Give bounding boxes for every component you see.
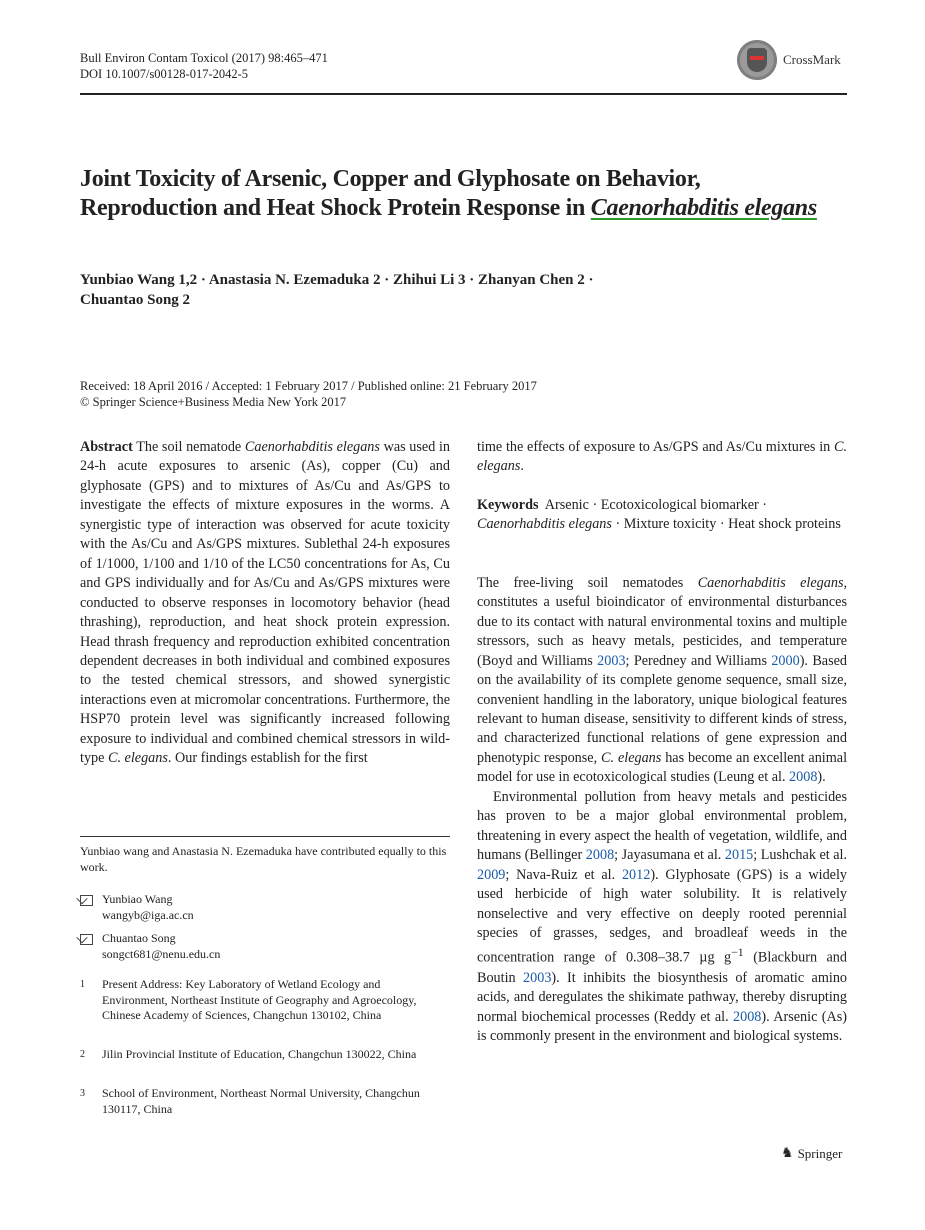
title-species[interactable]: Caenorhabditis elegans <box>590 195 817 221</box>
article-dates <box>80 378 847 410</box>
doi[interactable]: DOI 10.1007/s00128-017-2042-5 <box>80 67 249 81</box>
publisher-footer <box>781 1145 842 1162</box>
envelope-icon <box>80 934 93 945</box>
corresponding-author-1: Yunbiao Wang wangyb@iga.ac.cn <box>80 892 450 923</box>
authors-line-2: Chuantao Song 2 <box>80 292 191 308</box>
journal-header <box>80 50 328 82</box>
right-column <box>477 438 847 1046</box>
intro-paragraph-2: Environmental pollution from heavy metals and pesticides has proven to be a major global environmental problem, threatening in every aspect the health of vegetation, wildlife, and humans (Bellinger 2008; Jayasumana et al. 2015; Lushchak et al. 2009; Nava-Ruiz et al. 2012). Glyphosate (GPS) is a widely used herbicide of high water solubility. It is relatively nonselective and very effective on deeply rooted perennial species of grasses, sedges, and broadleaf weeds in the concentration range of 0.308–38.7 µg $g^{-1}$ (Blackburn and Boutin 2003). It inhibits the biosynthesis of aromatic amino acids, and deregulates the shikimate pathway, thereby disrupting normal biochemical processes (Reddy et al. 2008). Arsenic (As) is commonly present in the environment and biological systems. <box>477 788 848 1044</box>
author2-email[interactable]: songct681@nenu.edu.cn <box>102 946 221 961</box>
abstract: Abstract The soil nematode Caenorhabditis elegans was used in 24-h acute exposures to arsenic (As), copper (Cu) and glyphosate (GPS) and to mixtures of As/Cu and As/GPS to investigate the effects of mixture exposures in the worms. A synergistic type of interaction was observed for acute toxicity with the As/Cu and As/GPS mixtures. Sublethal 24-h exposures of 1/1000, 1/100 and 1/10 of the LC50 concentrations for As, Cu and GPS individually and for As/Cu and As/GPS mixtures were conducted to observe responses in locomotory behavior (head thrashing), reproduction, and heat shock protein expression. Head thrash frequency and reproduction exhibited concentration dependent decreases in both individual and combined exposures to the tested chemical stressors, and showed synergistic interactions even at micromolar concentrations. Furthermore, the HSP70 protein level was significantly increased following exposure to individual and combined chemical stressors in wild-type C. elegans. Our findings establish for the first <box>80 439 450 767</box>
ref-link[interactable]: 2012 <box>621 866 651 883</box>
ref-link[interactable]: 2000 <box>771 652 800 669</box>
ref-link[interactable]: 2003 <box>523 969 552 986</box>
affiliation-3: 3 School of Environment, Northeast Normal University, Changchun 130117, China <box>80 1086 420 1116</box>
keywords: Keywords Arsenic · Ecotoxicological biomarker · Caenorhabditis elegans · Mixture toxicity · Heat shock proteins <box>477 496 841 533</box>
ref-link[interactable]: 2008 <box>585 847 615 864</box>
crossmark-badge[interactable] <box>737 40 841 80</box>
intro-paragraph-1: The free-living soil nematodes Caenorhabditis elegans, constitutes a useful bioindicator of environmental disturbances due to its contact with natural environmental toxins and multiple stressors, such as heavy metals, pesticides, and temperature (Boyd and Williams 2003; Peredney and Williams 2000). Based on the availability of its complete genome sequence, small size, convenient handling in the laboratory, unique biological features relevant to human disease, sensitivity to different kinds of stress, and characterized functional relations of gene expression and phenotypic response, C. elegans has become an excellent animal model for use in ecotoxicological studies (Leung et al. 2008). <box>477 574 848 786</box>
author1-email[interactable]: wangyb@iga.ac.cn <box>102 907 194 922</box>
journal-citation: Bull Environ Contam Toxicol (2017) 98:465–471 <box>80 51 328 65</box>
abstract-label: Abstract <box>80 439 133 455</box>
ref-link[interactable]: 2003 <box>597 652 626 669</box>
affiliation-2: 2 Jilin Provincial Institute of Education, Changchun 130022, China <box>80 1047 417 1061</box>
ref-link[interactable]: 2009 <box>477 866 506 883</box>
received-accepted-dates: Received: 18 April 2016 / Accepted: 1 February 2017 / Published online: 21 February 2017 <box>80 379 537 393</box>
keywords-label: Keywords <box>477 496 539 513</box>
crossmark-icon <box>737 40 777 80</box>
publisher-name: Springer <box>797 1145 843 1161</box>
ref-link[interactable]: 2008 <box>789 769 818 786</box>
corresponding-author-2: Chuantao Song songct681@nenu.edu.cn <box>80 931 450 962</box>
crossmark-label: CrossMark <box>783 52 841 67</box>
authors-line-1: Yunbiao Wang 1,2 · Anastasia N. Ezemaduka 2 · Zhihui Li 3 · Zhanyan Chen 2 · <box>80 272 594 288</box>
ref-link[interactable]: 2015 <box>724 847 754 864</box>
author-list <box>80 270 840 310</box>
envelope-icon <box>80 895 93 906</box>
header-rule <box>80 93 847 95</box>
affiliation-1: 1 Present Address: Key Laboratory of Wetland Ecology and Environment, Northeast Institute of Geography and Agroecology, Chinese Academy of Sciences, Changchun 130102, China <box>80 977 417 1022</box>
ref-link[interactable]: 2008 <box>733 1008 762 1025</box>
copyright: © Springer Science+Business Media New York 2017 <box>80 395 347 409</box>
abstract-continued: time the effects of exposure to As/GPS and As/Cu mixtures in C. elegans. <box>477 439 847 475</box>
article-title: Joint Toxicity of Arsenic, Copper and Glyphosate on Behavior, Reproduction and Heat Shock Protein Response in Caenorhabditis elegans <box>80 166 817 221</box>
left-column <box>80 438 450 769</box>
contribution-note: Yunbiao wang and Anastasia N. Ezemaduka have contributed equally to this work. <box>80 844 447 874</box>
footnote-rule <box>80 836 450 837</box>
springer-horse-icon: ♞ <box>781 1146 794 1161</box>
